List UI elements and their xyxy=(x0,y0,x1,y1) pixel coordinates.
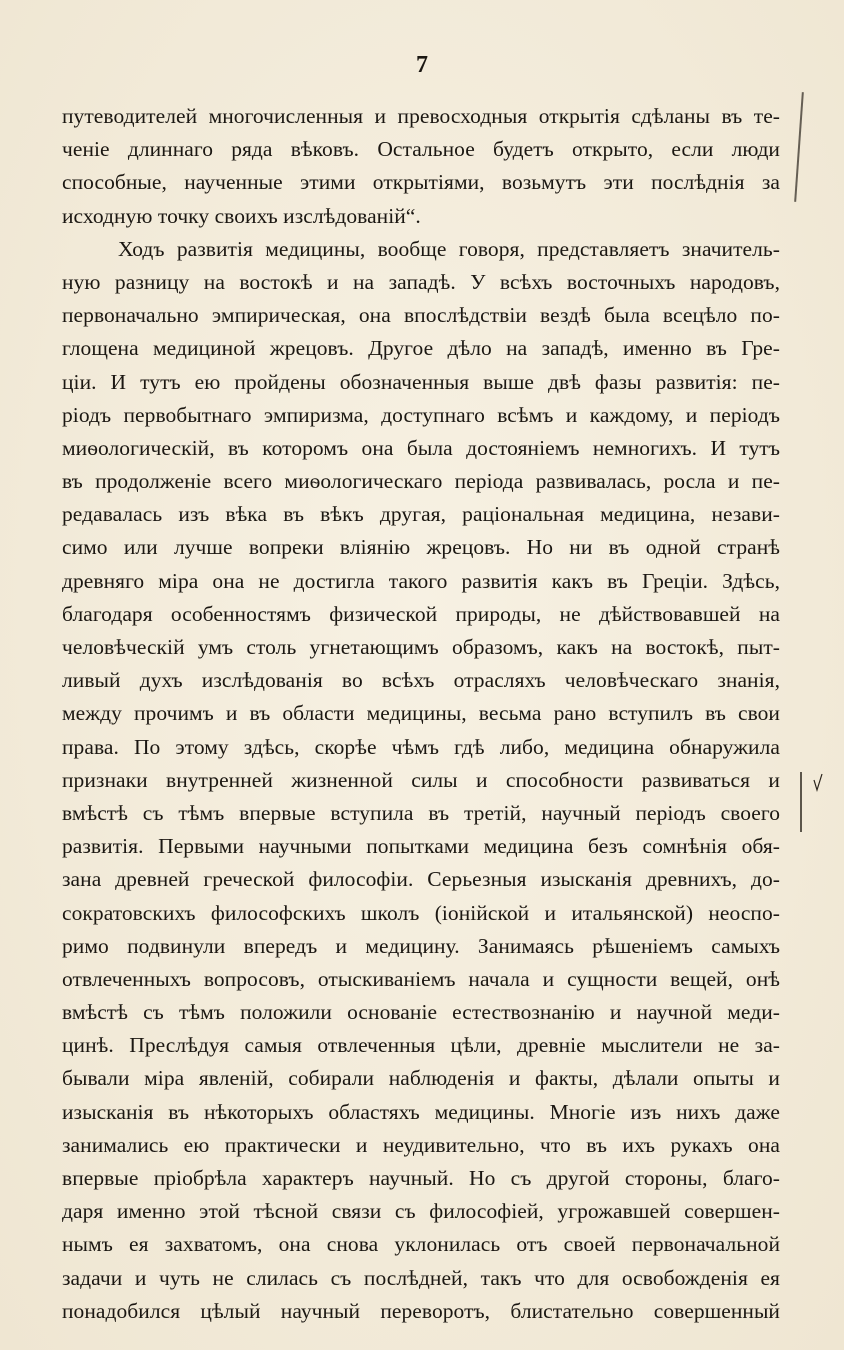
text-line: миѳологическій, въ которомъ она была достояніемъ немногихъ. И тутъ xyxy=(62,435,780,460)
text-line: изысканія въ нѣкоторыхъ областяхъ медицины. Многіе изъ нихъ даже xyxy=(62,1099,780,1124)
text-line: древняго міра она не достигла такого развитія какъ въ Греціи. Здѣсь, xyxy=(62,568,780,593)
text-line: задачи и чуть не слилась съ послѣдней, такъ что для освобожденія ея xyxy=(62,1265,780,1290)
text-line: путеводителей многочисленныя и превосходныя открытія сдѣланы въ те- xyxy=(62,104,780,128)
margin-pencil-mark xyxy=(794,92,804,202)
text-line: ченіе длиннаго ряда вѣковъ. Остальное будетъ открыто, если люди xyxy=(62,137,780,162)
text-line: человѣческій умъ столь угнетающимъ образомъ, какъ на востокѣ, пыт- xyxy=(62,635,780,659)
text-line: нымъ ея захватомъ, она снова уклонилась отъ своей первоначальной xyxy=(62,1232,780,1257)
text-line: между прочимъ и въ области медицины, весьма рано вступилъ въ свои xyxy=(62,701,780,726)
text-line: вмѣстѣ съ тѣмъ впервые вступила въ третій, научный періодъ своего xyxy=(62,800,780,825)
text-line: бывали міра явленій, собирали наблюденія и факты, дѣлали опыты и xyxy=(62,1066,780,1091)
text-line: развитія. Первыми научными попытками медицина безъ сомнѣнія обя- xyxy=(62,834,780,859)
text-line: симо или лучше вопреки вліянію жрецовъ. Но ни въ одной странѣ xyxy=(62,535,780,560)
text-line: ную разницу на востокѣ и на западѣ. У всѣхъ восточныхъ народовъ, xyxy=(62,269,780,294)
text-line: даря именно этой тѣсной связи съ философіей, угрожавшей совершен- xyxy=(62,1199,780,1224)
text-line: глощена медициной жрецовъ. Другое дѣло на западѣ, именно въ Гре- xyxy=(62,336,780,361)
text-line: способные, наученные этими открытіями, возьмутъ эти послѣднія за xyxy=(62,170,780,195)
page-number: 7 xyxy=(416,52,428,78)
check-mark-icon xyxy=(812,772,824,794)
text-line: римо подвинули впередъ и медицину. Занимаясь рѣшеніемъ самыхъ xyxy=(62,933,780,958)
text-line: первоначально эмпирическая, она впослѣдствіи вездѣ была всецѣло по- xyxy=(62,303,780,328)
text-line: вмѣстѣ съ тѣмъ положили основаніе естествознанію и научной меди- xyxy=(62,1000,780,1025)
text-line: исходную точку своихъ изслѣдованій“. xyxy=(62,203,421,228)
text-line: занимались ею практически и неудивительно, что въ ихъ рукахъ она xyxy=(62,1132,780,1157)
text-line: права. По этому здѣсь, скорѣе чѣмъ гдѣ либо, медицина обнаружила xyxy=(62,734,780,759)
text-line: признаки внутренней жизненной силы и способности развиваться и xyxy=(62,767,780,792)
text-line: редавалась изъ вѣка въ вѣкъ другая, раціональная медицина, незави- xyxy=(62,502,780,527)
text-line: сократовскихъ философскихъ школъ (іонійской и итальянской) неоспо- xyxy=(62,900,780,925)
paragraph-start-line: Ходъ развитія медицины, вообще говоря, представляетъ значитель- xyxy=(118,236,780,261)
text-line: въ продолженіе всего миѳологическаго періода развивалась, росла и пе- xyxy=(62,469,780,494)
text-line: ріодъ первобытнаго эмпиризма, доступнаго всѣмъ и каждому, и періодъ xyxy=(62,402,780,427)
text-line: ливый духъ изслѣдованія во всѣхъ отрасляхъ человѣческаго знанія, xyxy=(62,668,780,693)
body-text xyxy=(62,100,780,1328)
text-line: понадобился цѣлый научный переворотъ, блистательно совершенный xyxy=(62,1298,780,1323)
text-line: ціи. И тутъ ею пройдены обозначенныя выше двѣ фазы развитія: пе- xyxy=(62,369,780,394)
text-line: отвлеченныхъ вопросовъ, отыскиваніемъ начала и сущности вещей, онѣ xyxy=(62,966,780,991)
text-line: впервые пріобрѣла характеръ научный. Но съ другой стороны, благо- xyxy=(62,1166,780,1190)
text-line: цинѣ. Преслѣдуя самыя отвлеченныя цѣли, древніе мыслители не за- xyxy=(62,1033,780,1058)
text-line: зана древней греческой философіи. Серьезныя изысканія древнихъ, до- xyxy=(62,867,780,892)
margin-pencil-mark xyxy=(800,772,802,832)
text-line: благодаря особенностямъ физической природы, не дѣйствовавшей на xyxy=(62,601,780,626)
